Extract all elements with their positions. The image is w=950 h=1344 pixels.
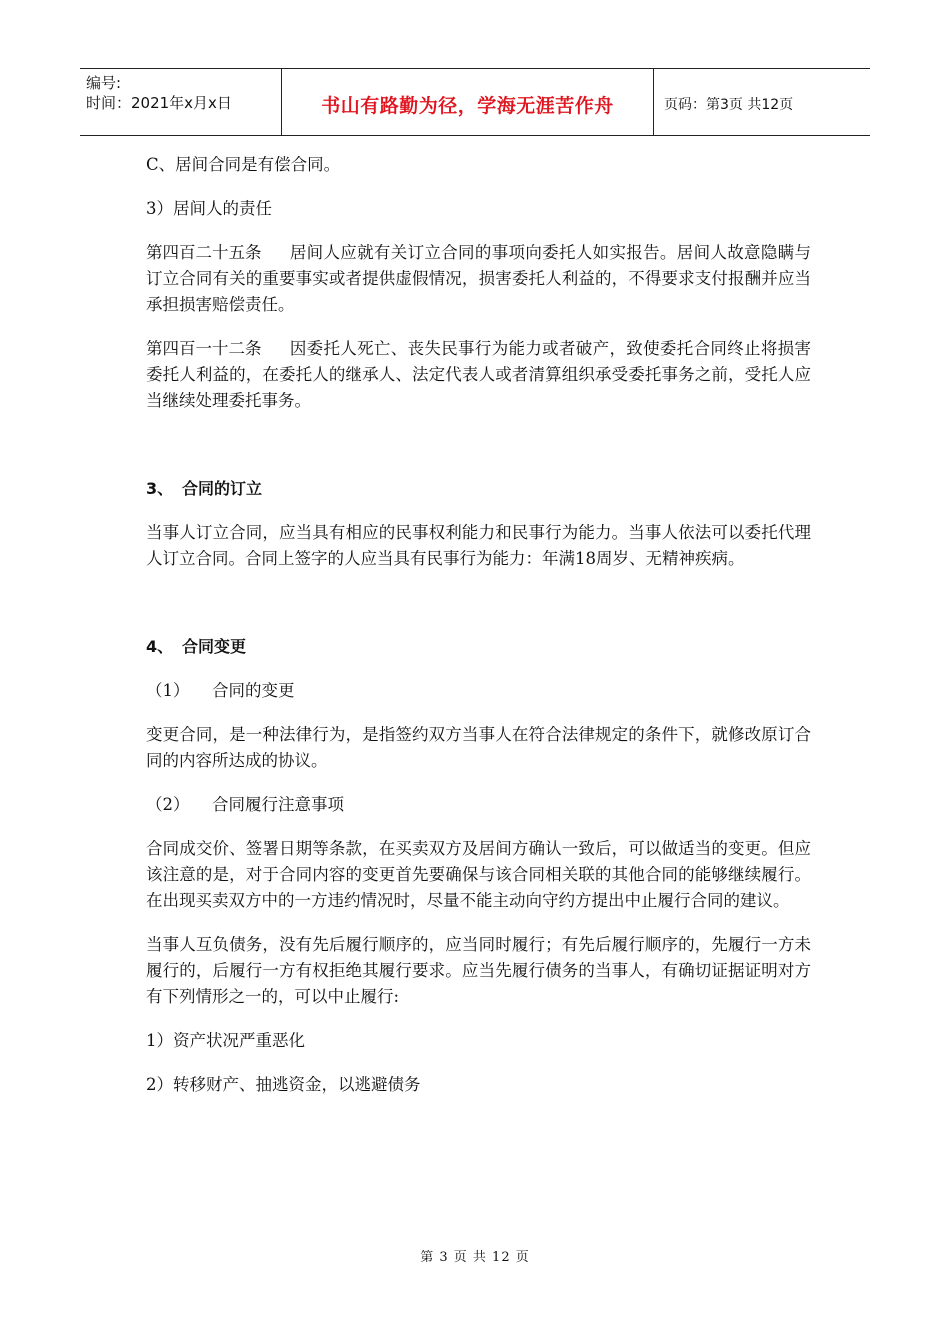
serial-label: 编号: bbox=[86, 74, 122, 92]
header-motto-cell bbox=[282, 69, 654, 135]
section-3-number: 3、 bbox=[146, 479, 174, 498]
subsection-1-title: 合同的变更 bbox=[212, 681, 295, 700]
time-text: 时间：2021年x月x日 bbox=[86, 94, 232, 112]
page-header bbox=[80, 68, 870, 136]
list-item-2: 2）转移财产、抽逃资金，以逃避债务 bbox=[146, 1075, 421, 1094]
article-425 bbox=[146, 240, 811, 318]
item3-title: 3）居间人的责任 bbox=[146, 199, 272, 218]
motto-text: 书山有路勤为径，学海无涯苦作舟 bbox=[321, 94, 614, 117]
page-code: 页码：第3页 共12页 bbox=[664, 97, 794, 113]
subsection-2-text-1: 合同成交价、签署日期等条款，在买卖双方及居间方确认一致后，可以做适当的变更。但应该注意的是，对于合同内容的变更首先要确保与该合同相关联的其他合同的能够继续履行。在出现买卖双方中的一方违约情况时，尽量不能主动向守约方提出中止履行合同的建议。 bbox=[146, 839, 811, 910]
section-3-title: 合同的订立 bbox=[182, 479, 263, 498]
article-425-text: 居间人应就有关订立合同的事项向委托人如实报告。居间人故意隐瞒与订立合同有关的重要事实或者提供虚假情况，损害委托人利益的，不得要求支付报酬并应当承担损害赔偿责任。 bbox=[146, 243, 811, 314]
section-3-heading bbox=[146, 476, 811, 502]
subsection-2-title: 合同履行注意事项 bbox=[212, 795, 344, 814]
section-3-text: 当事人订立合同，应当具有相应的民事权利能力和民事行为能力。当事人依法可以委托代理人订立合同。合同上签字的人应当具有民事行为能力：年满18周岁、无精神疾病。 bbox=[146, 523, 811, 568]
subsection-2-number: （2） bbox=[146, 795, 190, 814]
paragraph-c: C、居间合同是有偿合同。 bbox=[146, 155, 341, 174]
document-body bbox=[146, 152, 811, 1116]
article-412-text: 因委托人死亡、丧失民事行为能力或者破产，致使委托合同终止将损害委托人利益的，在委托人的继承人、法定代表人或者清算组织承受委托事务之前，受托人应当继续处理委托事务。 bbox=[146, 339, 811, 410]
subsection-1-heading bbox=[146, 678, 811, 704]
subsection-1-number: （1） bbox=[146, 681, 190, 700]
article-412-number: 第四百一十二条 bbox=[146, 339, 262, 358]
header-page-cell bbox=[654, 69, 870, 135]
section-4-title: 合同变更 bbox=[182, 637, 247, 656]
article-425-number: 第四百二十五条 bbox=[146, 243, 262, 262]
article-412 bbox=[146, 336, 811, 414]
section-4-number: 4、 bbox=[146, 637, 174, 656]
subsection-2-text-2: 当事人互负债务，没有先后履行顺序的，应当同时履行；有先后履行顺序的，先履行一方未履行的，后履行一方有权拒绝其履行要求。应当先履行债务的当事人，有确切证据证明对方有下列情形之一的，可以中止履行: bbox=[146, 935, 811, 1006]
list-item-1: 1）资产状况严重恶化 bbox=[146, 1031, 305, 1050]
header-meta-cell bbox=[80, 69, 282, 135]
section-4-heading bbox=[146, 634, 811, 660]
page-footer: 第 3 页 共 12 页 bbox=[420, 1250, 530, 1265]
spacer bbox=[146, 432, 811, 476]
subsection-2-heading bbox=[146, 792, 811, 818]
spacer bbox=[146, 590, 811, 634]
subsection-1-text: 变更合同，是一种法律行为，是指签约双方当事人在符合法律规定的条件下，就修改原订合同的内容所达成的协议。 bbox=[146, 725, 811, 770]
